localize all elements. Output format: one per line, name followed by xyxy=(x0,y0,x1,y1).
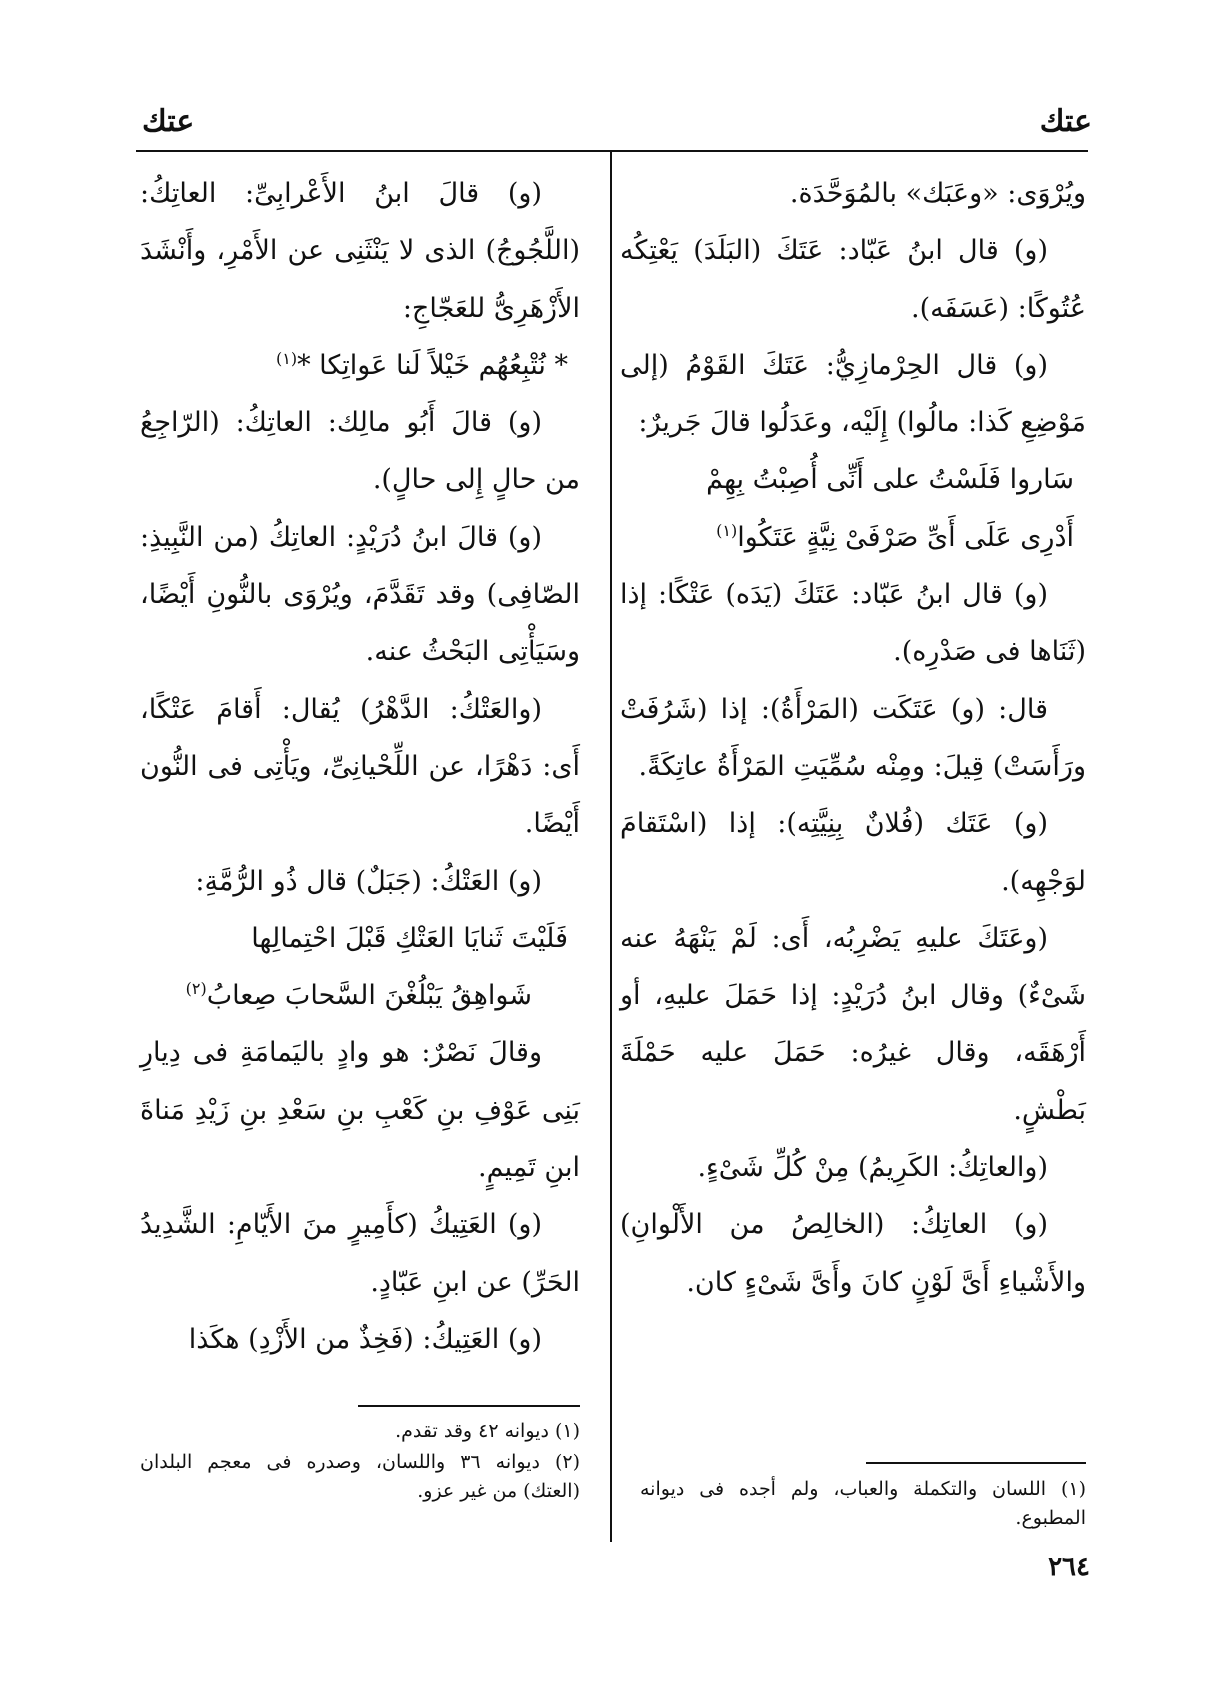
footnote: (٢) ديوانه ٣٦ واللسان، وصدره فى معجم البلدان (العتك) من غير عزو. xyxy=(140,1451,581,1502)
entry-text: (و) العَتِيكُ (كأَمِيرٍ منَ الأَيّامِ: الشَّدِيدُ الحَرِّ) عن ابنِ عَبّادٍ. xyxy=(140,1209,580,1298)
entry-paragraph xyxy=(620,165,1086,222)
column-divider xyxy=(610,152,612,1542)
entry-text: (والعَتْكُ: الدَّهْرُ) يُقال: أَقامَ عَتْكًا، أَى: دَهْرًا، عن اللِّحْيانِىِّ، ويَأْتِى فى النُّون أَيْضًا. xyxy=(140,693,580,840)
entry-paragraph xyxy=(140,1311,580,1368)
entry-paragraph xyxy=(620,910,1086,1139)
running-head-right: عتك xyxy=(1039,104,1092,139)
entry-paragraph xyxy=(140,853,580,910)
footnote-marker: (١) xyxy=(275,348,298,368)
entry-text: ويُرْوَى: «وعَبَك» بالمُوَحَّدَة. xyxy=(789,178,1086,209)
running-head-left: عتك xyxy=(142,104,195,139)
entry-text: (و) العاتِكُ: (الخالِصُ من الأَلْوانِ) والأَشْياءِ أَىَّ لَوْنٍ كانَ وأَىَّ شَىْءٍ كان. xyxy=(620,1209,1086,1298)
entry-paragraph xyxy=(140,1024,580,1196)
entry-text: (و) قال ابنُ عَبّاد: عَتَكَ (يَدَه) عَتْكًا: إذا (ثَنَاها فى صَدْرِه). xyxy=(620,579,1086,668)
footnote: (١) اللسان والتكملة والعباب، ولم أجده فى ديوانه المطبوع. xyxy=(640,1478,1086,1529)
footnotes-left xyxy=(140,1417,580,1508)
footnote-marker: (١) xyxy=(716,520,738,540)
entry-paragraph xyxy=(620,795,1086,910)
verse-line xyxy=(620,451,1086,508)
entry-text: (و) العَتِيكُ: (فَخِذٌ من الأَزْدِ) هكَذا xyxy=(188,1323,542,1355)
footnotes-right xyxy=(640,1475,1086,1535)
entry-text: سَاروا فَلَسْتُ على أَنِّى أُصِبْتُ بِهِمْ xyxy=(706,464,1074,496)
verse-line xyxy=(140,337,580,394)
entry-paragraph xyxy=(140,394,580,509)
entry-paragraph xyxy=(620,337,1086,452)
entry-text: (و) قال ابنُ عَبّاد: عَتَكَ (البَلَدَ) يَعْتِكُه عُتُوكًا: (عَسَفَه). xyxy=(620,235,1086,324)
verse-line xyxy=(140,910,580,967)
entry-paragraph xyxy=(620,681,1086,796)
page-number: ٢٦٤ xyxy=(1048,1552,1090,1582)
header-rule xyxy=(136,150,1088,152)
entry-text: (و) عَتَك (فُلانٌ بِنِيَّتِه): إذا (اسْتَقامَ لوَجْهِه). xyxy=(620,808,1086,897)
entry-text: وقالَ نَصْرٌ: هو وادٍ باليَمامَةِ فى دِيارِ بَنِى عَوْفِ بنِ كَعْبِ بنِ سَعْدِ بنِ زَيْدِ مَناةَ ابنِ تَمِيمٍ. xyxy=(140,1037,580,1184)
left-column xyxy=(140,165,580,1368)
entry-text: (و) قالَ ابنُ دُرَيْدٍ: العاتِكُ (من النَّبِيذِ: الصّافِى) وقد تَقَدَّمَ، ويُرْوَى بالنُّونِ أَيْضًا، وسَيَأْتِى البَحْثُ عنه. xyxy=(140,521,580,668)
entry-paragraph xyxy=(620,222,1086,337)
entry-text: (و) قال الحِرْمازِيُّ: عَتَكَ القَوْمُ (إلى مَوْضِعِ كَذا: مالُوا) إِلَيْه، وعَدَلُوا قالَ جَريرٌ: xyxy=(620,349,1086,439)
footnote-marker: (٢) xyxy=(185,979,207,999)
entry-text: قال: (و) عَتَكَت (المَرْأَةُ): إذا (شَرُفَتْ ورَأَسَتْ) قِيلَ: ومِنْه سُمِّيَتِ المَرْأَةُ عاتِكَةً. xyxy=(620,693,1086,782)
footnote-rule-right xyxy=(866,1462,1086,1464)
entry-text: فَلَيْتَ ثَنايَا العَتْكِ قَبْلَ احْتِمالِها xyxy=(251,922,568,954)
entry-text: (و) قالَ ابنُ الأَعْرابِىِّ: العاتِكُ: (اللَّجُوجُ) الذى لا يَنْثَنِى عن الأَمْرِ، وأَنْشَدَ الأَزْهَرِىُّ للعَجّاجِ: xyxy=(140,178,580,324)
entry-paragraph xyxy=(140,681,580,853)
right-column xyxy=(620,165,1086,1311)
entry-text: شَواهِقُ يَبْلُغْنَ السَّحابَ صِعابُ xyxy=(206,980,532,1012)
entry-text: (وعَتَكَ عليهِ يَضْرِبُه، أَى: لَمْ يَنْهَهُ عنه شَىْءٌ) وقال ابنُ دُرَيْدٍ: إذا حَمَلَ عليهِ، أو أَرْهَقَه، وقال غيرُه: حَمَلَ عليه حَمْلَةَ بَطْشٍ. xyxy=(620,922,1086,1126)
entry-paragraph xyxy=(620,1196,1086,1311)
entry-text: أَدْرِى عَلَى أَىِّ صَرْفَىْ نِيَّةٍ عَتَكُوا xyxy=(737,521,1074,553)
entry-paragraph xyxy=(140,165,580,337)
entry-paragraph xyxy=(140,509,580,681)
entry-paragraph xyxy=(620,566,1086,681)
verse-line xyxy=(140,967,580,1024)
entry-text: * نُتْبِعُهُم خَيْلاً لَنا عَواتِكا * xyxy=(297,349,568,381)
entry-text: (و) العَتْكُ: (جَبَلٌ) قال ذُو الرُّمَّةِ: xyxy=(195,865,542,897)
entry-text: (والعاتِكُ: الكَرِيمُ) مِنْ كُلِّ شَىْءٍ. xyxy=(697,1152,1048,1184)
verse-line xyxy=(620,509,1086,566)
footnote: (١) ديوانه ٤٢ وقد تقدم. xyxy=(395,1420,580,1442)
entry-text: (و) قالَ أَبُو مالِك: العاتِكُ: (الرّاجِعُ من حالٍ إِلى حالٍ). xyxy=(140,407,580,496)
entry-paragraph xyxy=(620,1139,1086,1196)
footnote-rule-left xyxy=(358,1405,580,1407)
entry-paragraph xyxy=(140,1196,580,1311)
